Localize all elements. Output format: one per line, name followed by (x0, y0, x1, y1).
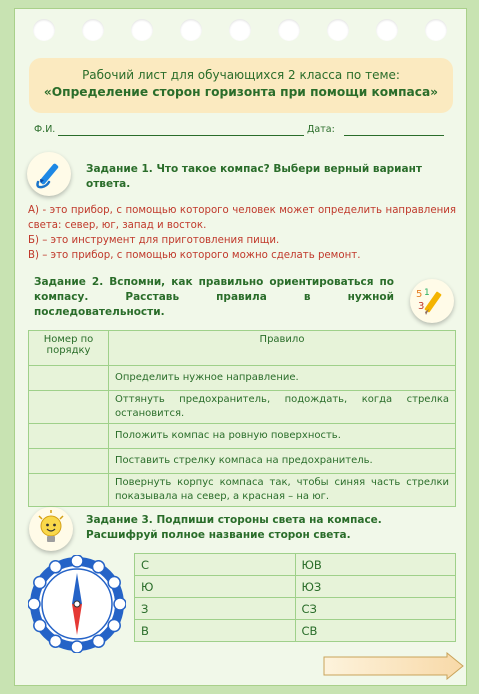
binder-hole (180, 19, 202, 41)
table-row (29, 366, 456, 391)
binder-holes (33, 19, 463, 41)
task3-title (86, 513, 446, 543)
direction-cell[interactable]: С (135, 554, 296, 576)
lightbulb-icon (29, 507, 73, 551)
svg-text:3: 3 (418, 301, 425, 312)
binder-hole (425, 19, 447, 41)
table-row (29, 449, 456, 474)
rule-number-input[interactable] (29, 391, 109, 424)
table-row (29, 391, 456, 424)
binder-hole (278, 19, 300, 41)
title-line-2: «Определение сторон горизонта при помощи компаса» (43, 85, 439, 99)
table-row (135, 620, 456, 642)
pen-icon (27, 152, 71, 196)
rule-number-input[interactable] (29, 474, 109, 507)
task1-option-c[interactable]: В) – это прибор, с помощью которого можно сделать ремонт. (28, 250, 361, 261)
binder-hole (229, 19, 251, 41)
rule-text: Оттянуть предохранитель, подождать, когда стрелка остановится. (109, 391, 456, 424)
task1-option-a[interactable]: А) - это прибор, с помощью которого человек может определить направления света: север, юг, запад и восток. (28, 205, 456, 231)
table-row (135, 598, 456, 620)
table-row (135, 554, 456, 576)
direction-cell[interactable]: СЗ (295, 598, 456, 620)
worksheet-title (29, 58, 453, 113)
table-row (29, 474, 456, 507)
directions-table (134, 553, 456, 642)
rule-number-input[interactable] (29, 449, 109, 474)
rule-text: Поставить стрелку компаса на предохранитель. (109, 449, 456, 474)
rules-table (28, 330, 456, 507)
direction-cell[interactable]: Ю (135, 576, 296, 598)
binder-hole (82, 19, 104, 41)
rule-text: Положить компас на ровную поверхность. (109, 424, 456, 449)
task1-option-b[interactable]: Б) – это инструмент для приготовления пищи. (28, 235, 280, 246)
task3-title-line-1: Задание 3. Подпиши стороны света на компасе. (86, 514, 382, 526)
title-line-1: Рабочий лист для обучающихся 2 класса по теме: (82, 68, 400, 82)
date-label: Дата: (307, 124, 335, 135)
task3-title-line-2: Расшифруй полное название сторон света. (86, 529, 351, 541)
direction-cell[interactable]: ЮВ (295, 554, 456, 576)
col-header-number: Номер по порядку (29, 331, 109, 366)
direction-cell[interactable]: З (135, 598, 296, 620)
date-field-line[interactable] (344, 135, 444, 136)
rule-text: Определить нужное направление. (109, 366, 456, 391)
svg-text:5: 5 (416, 289, 423, 300)
rule-text: Повернуть корпус компаса так, чтобы синяя часть стрелки показывала на север, а красная – на юг. (109, 474, 456, 507)
direction-cell[interactable]: ЮЗ (295, 576, 456, 598)
name-field-line[interactable] (58, 135, 304, 136)
binder-hole (327, 19, 349, 41)
col-header-rule: Правило (109, 331, 456, 366)
pencil-numbers-icon (410, 279, 454, 323)
direction-cell[interactable]: СВ (295, 620, 456, 642)
binder-hole (376, 19, 398, 41)
binder-hole (33, 19, 55, 41)
table-row (135, 576, 456, 598)
rule-number-input[interactable] (29, 424, 109, 449)
arrow-right-icon[interactable] (323, 652, 465, 680)
compass-icon (28, 555, 126, 653)
task2-title: Задание 2. Вспомни, как правильно ориентироваться по компасу. Расставь правила в нужной последовательности. (34, 276, 394, 318)
name-label: Ф.И. (34, 124, 56, 135)
direction-cell[interactable]: В (135, 620, 296, 642)
task1-title: Задание 1. Что такое компас? Выбери верный вариант ответа. (86, 163, 422, 190)
binder-hole (131, 19, 153, 41)
rule-number-input[interactable] (29, 366, 109, 391)
table-row (29, 424, 456, 449)
svg-text:1: 1 (424, 288, 430, 298)
task1-options (28, 203, 456, 263)
